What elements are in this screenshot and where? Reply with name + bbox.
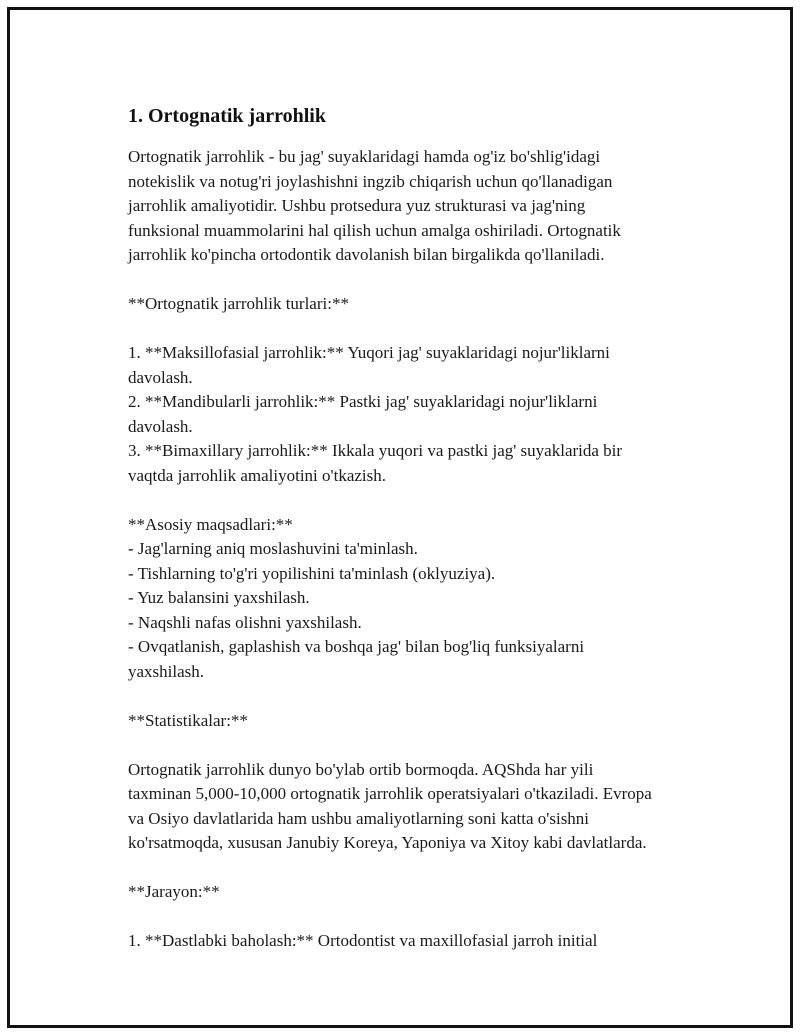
text-line: 1. **Dastlabki baholash:** Ortodontist va maxillofasial jarroh initial xyxy=(128,931,598,950)
text-line: taxminan 5,000-10,000 ortognatik jarrohlik operatsiyalari o'tkaziladi. Evropa xyxy=(128,784,652,803)
text-line: - Yuz balansini yaxshilash. xyxy=(128,588,310,607)
text-line: - Ovqatlanish, gaplashish va boshqa jag' bilan bog'liq funksiyalarni xyxy=(128,637,585,656)
text-line: **Asosiy maqsadlari:** xyxy=(128,514,293,534)
text-line: **Ortognatik jarrohlik turlari:** xyxy=(128,294,349,313)
document-body xyxy=(128,145,708,954)
text-line: funksional muammolarini hal qilish uchun amalga oshiriladi. Ortognatik xyxy=(128,220,621,240)
text-line: notekislik va notug'ri joylashishni ingzib chiqarish uchun qo'llanadigan xyxy=(128,171,613,191)
text-line: 2. **Mandibularli jarrohlik:** Pastki jag' suyaklaridagi nojur'liklarni xyxy=(128,392,598,411)
document-content xyxy=(128,103,708,954)
text-line: vaqtda jarrohlik amaliyotini o'tkazish. xyxy=(128,465,386,485)
text-line: **Statistikalar:** xyxy=(128,710,248,730)
text-line: **Jarayon:** xyxy=(128,882,220,901)
text-line: - Naqshli nafas olishni yaxshilash. xyxy=(128,612,362,632)
text-line: Ortognatik jarrohlik - bu jag' suyaklaridagi hamda og'iz bo'shlig'idagi xyxy=(128,147,601,166)
blank-line xyxy=(128,268,708,293)
text-line: davolash. xyxy=(128,416,193,436)
text-line: - Jag'larning aniq moslashuvini ta'minlash. xyxy=(128,539,418,558)
text-line: Ortognatik jarrohlik dunyo bo'ylab ortib bormoqda. AQShda har yili xyxy=(128,759,594,779)
blank-line xyxy=(128,856,708,881)
text-line: 1. **Maksillofasial jarrohlik:** Yuqori jag' suyaklaridagi nojur'liklarni xyxy=(128,343,610,362)
text-line: jarrohlik ko'pincha ortodontik davolanish bilan birgalikda qo'llaniladi. xyxy=(128,245,605,264)
section-heading: 1. Ortognatik jarrohlik xyxy=(128,105,326,127)
page-frame xyxy=(7,7,793,1028)
text-line: jarrohlik amaliyotidir. Ushbu protsedura yuz strukturasi va jag'ning xyxy=(128,196,586,215)
text-line: yaxshilash. xyxy=(128,661,205,681)
text-line: davolash. xyxy=(128,367,193,387)
blank-line xyxy=(128,905,708,930)
text-line: 3. **Bimaxillary jarrohlik:** Ikkala yuqori va pastki jag' suyaklarida bir xyxy=(128,441,623,460)
blank-line xyxy=(128,733,708,758)
text-line: ko'rsatmoqda, xususan Janubiy Koreya, Yaponiya va Xitoy kabi davlatlarda. xyxy=(128,833,647,852)
text-line: - Tishlarning to'g'ri yopilishini ta'minlash (oklyuziya). xyxy=(128,563,496,583)
blank-line xyxy=(128,684,708,709)
blank-line xyxy=(128,488,708,513)
text-line: va Osiyo davlatlarida ham ushbu amaliyotlarning soni katta o'sishni xyxy=(128,808,590,828)
blank-line xyxy=(128,317,708,342)
